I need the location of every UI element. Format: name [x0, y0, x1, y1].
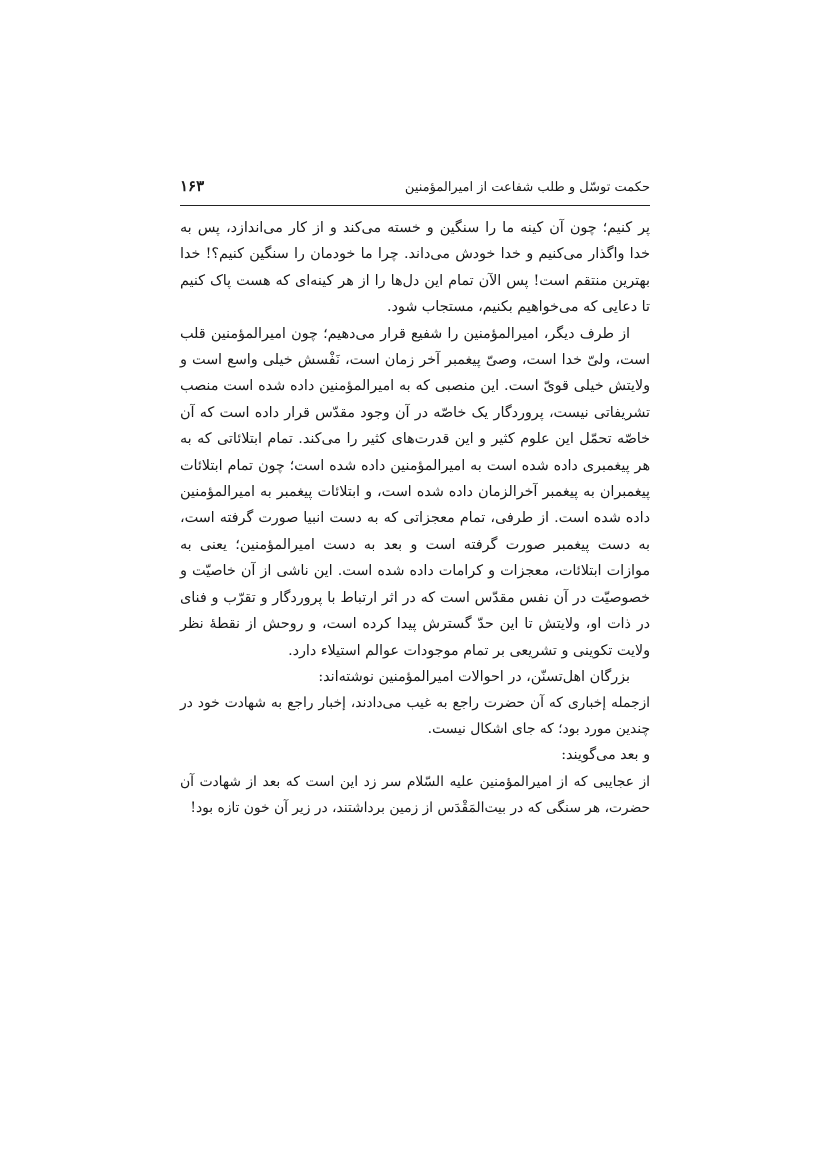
block-quote-1: ازجمله إخباری که آن حضرت راجع به غیب می‌دادند، إخبار راجع به شهادت خود در چندین مورد بود؛ که جای اشکال نیست.	[180, 695, 650, 738]
running-title: حکمت توسّل و طلب شفاعت از امیرالمؤمنین	[404, 180, 650, 195]
paragraph-4: و بعد می‌گویند:	[561, 747, 650, 764]
header-rule	[180, 205, 650, 206]
paragraph-1: پر کنیم؛ چون آن کینه ما را سنگین و خسته می‌کند و از کار می‌اندازد، پس به خدا واگذار می‌کنیم و خدا خودش می‌داند. چرا ما خودمان را سنگین کنیم؟! خدا بهترین منتقم است! پس الآن تمام این دل‌ها را از هر کینه‌ای که هست پاک کنیم تا دعایی که می‌خواهیم بکنیم، مستجاب شود.	[180, 220, 650, 316]
block-quote-2: از عجایبی که از امیرالمؤمنین علیه السّلام سر زد این است که بعد از شهادت آن حضرت، هر سنگی که در بیت‌المَقْدَس از زمین برداشتند، در زیر آن خون تازه بود!	[180, 773, 650, 816]
page-number: ۱۶۳	[180, 177, 205, 195]
paragraph-2: از طرف دیگر، امیرالمؤمنین را شفیع قرار می‌دهیم؛ چون امیرالمؤمنین قلب است، ولیّ خدا است، وصیّ پیغمبر آخر زمان است، نَفْسش خیلی واسع است و ولایتش خیلی قویّ است. این منصبی که به امیرالمؤمنین داده شده است منصب تشریفاتی نیست، پروردگار یک خاصّه در آن وجود مقدّس قرار داده است که آن خاصّه تحمّل این علوم کثیر و این قدرت‌های کثیر را می‌کند. تمام ابتلائاتی که به هر پیغمبری داده شده است به امیرالمؤمنین داده شده است؛ چون تمام ابتلائات پیغمبران به پیغمبر آخرالزمان داده شده است، و ابتلائات پیغمبر به امیرالمؤمنین داده شده است. از طرفی، تمام معجزاتی که به دست انبیا صورت گرفته است، به دست پیغمبر صورت گرفته است و بعد به دست امیرالمؤمنین؛ یعنی به موازات ابتلائات، معجزات و کرامات داده شده است. این ناشی از آن خاصیّت و خصوصیّت در آن نفس مقدّس است که در اثر ارتباط با پروردگار و تقرّب و فنای در ذات او، ولایتش تا این حدّ گسترش پیدا کرده است، و روحش از نقطهٔ نظر ولایت تکوینی و تشریعی بر تمام موجودات عوالم استیلاء دارد.	[180, 325, 650, 659]
paragraph-3: بزرگان اهل‌تسنّن، در احوالات امیرالمؤمنین نوشته‌اند:	[318, 668, 630, 685]
page-header	[180, 177, 650, 201]
body-text	[180, 215, 650, 821]
